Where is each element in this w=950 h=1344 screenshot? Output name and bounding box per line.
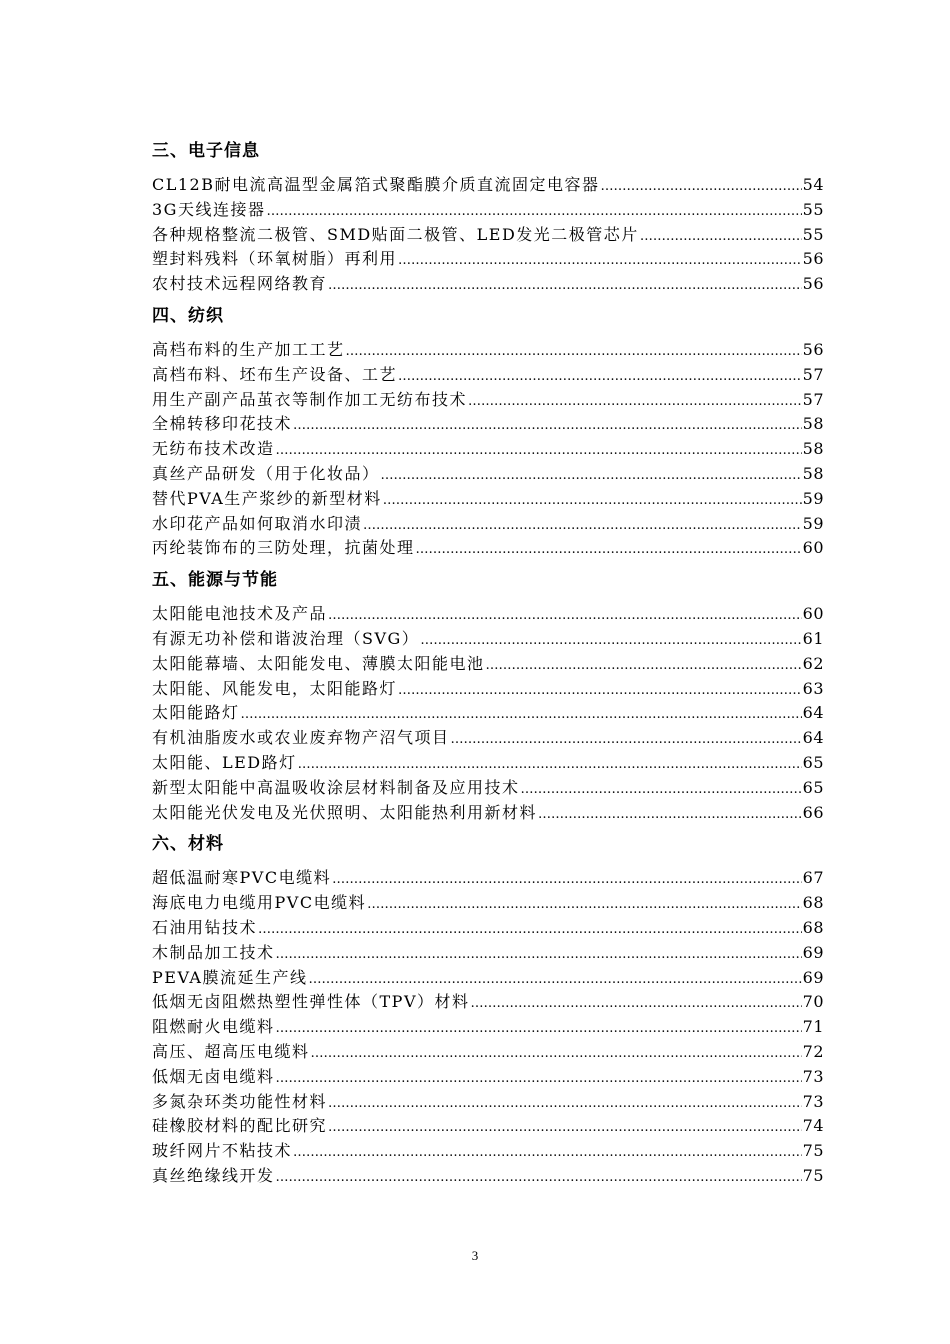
toc-entry-title: 有机油脂废水或农业废弃物产沼气项目 xyxy=(152,728,450,748)
toc-entry-title: 高压、超高压电缆料 xyxy=(152,1041,310,1061)
dot-leader xyxy=(276,941,802,968)
toc-entry-title: 农村技术远程网络教育 xyxy=(152,274,328,294)
dot-leader xyxy=(383,487,802,514)
toc-entry[interactable] xyxy=(152,1164,824,1189)
toc-entry[interactable] xyxy=(152,627,824,652)
toc-entry-title: 多氮杂环类功能性材料 xyxy=(152,1091,328,1111)
toc-entry-title: 硅橡胶材料的配比研究 xyxy=(152,1116,328,1136)
toc-entry-page: 65 xyxy=(802,752,824,772)
toc-entry-page: 69 xyxy=(802,942,824,962)
toc-entry[interactable] xyxy=(152,1114,824,1139)
dot-leader xyxy=(241,701,802,728)
toc-entry-title: 太阳能、LED路灯 xyxy=(152,752,297,772)
toc-entry[interactable] xyxy=(152,1090,824,1115)
toc-entry-page: 55 xyxy=(802,224,824,244)
toc-entry[interactable] xyxy=(152,652,824,677)
toc-entry[interactable] xyxy=(152,966,824,991)
dot-leader xyxy=(266,198,801,225)
page-number: 3 xyxy=(471,1248,479,1263)
toc-entry[interactable] xyxy=(152,1015,824,1040)
toc-entry-page: 61 xyxy=(802,628,824,648)
toc-entry-page: 56 xyxy=(802,339,824,359)
toc-entry-page: 70 xyxy=(802,992,824,1012)
dot-leader xyxy=(416,536,802,563)
toc-entry-title: 玻纤网片不粘技术 xyxy=(152,1141,293,1161)
toc-entry-title: 太阳能、风能发电，太阳能路灯 xyxy=(152,678,398,698)
toc-entry[interactable] xyxy=(152,512,824,537)
dot-leader xyxy=(328,272,802,299)
dot-leader xyxy=(538,801,802,828)
toc-entry-title: 丙纶装饰布的三防处理，抗菌处理 xyxy=(152,538,415,558)
toc-entry[interactable] xyxy=(152,701,824,726)
toc-entry-page: 56 xyxy=(802,249,824,269)
toc-entry-page: 58 xyxy=(802,463,824,483)
dot-leader xyxy=(298,751,802,778)
toc-entry-title: 各种规格整流二极管、SMD贴面二极管、LED发光二极管芯片 xyxy=(152,224,639,244)
toc-entry-title: 替代PVA生产浆纱的新型材料 xyxy=(152,488,382,508)
toc-entry-page: 59 xyxy=(802,513,824,533)
toc-entry[interactable] xyxy=(152,941,824,966)
toc-entry-title: 低烟无卤电缆料 xyxy=(152,1066,275,1086)
toc-entry-title: 太阳能电池技术及产品 xyxy=(152,604,328,624)
toc-entry-page: 59 xyxy=(802,488,824,508)
toc-entry-title: 塑封料残料（环氧树脂）再利用 xyxy=(152,249,398,269)
toc-entry-title: 新型太阳能中高温吸收涂层材料制备及应用技术 xyxy=(152,777,520,797)
toc-entry-page: 65 xyxy=(802,777,824,797)
toc-entry-title: 3G天线连接器 xyxy=(152,199,266,219)
dot-leader xyxy=(328,602,802,629)
section-heading: 四、纺织 xyxy=(152,305,224,326)
toc-entry-page: 72 xyxy=(802,1041,824,1061)
toc-entry[interactable] xyxy=(152,462,824,487)
section-heading: 三、电子信息 xyxy=(152,141,260,161)
toc-entry[interactable] xyxy=(152,866,824,891)
toc-entry[interactable] xyxy=(152,198,824,223)
toc-entry-page: 75 xyxy=(802,1165,824,1185)
toc-entry-page: 66 xyxy=(802,802,824,822)
toc-entry-title: 真丝绝缘线开发 xyxy=(152,1165,275,1185)
section-heading: 五、能源与节能 xyxy=(152,570,278,591)
toc-entry[interactable] xyxy=(152,1040,824,1065)
toc-entry-title: 海底电力电缆用PVC电缆料 xyxy=(152,893,367,913)
toc-entry-title: 木制品加工技术 xyxy=(152,942,275,962)
toc-entry-page: 63 xyxy=(802,678,824,698)
toc-entry-page: 68 xyxy=(802,917,824,937)
toc-entry-page: 71 xyxy=(802,1017,824,1037)
dot-leader xyxy=(367,891,802,918)
toc-entry-title: 真丝产品研发（用于化妆品） xyxy=(152,463,380,483)
toc-entry[interactable] xyxy=(152,726,824,751)
dot-leader xyxy=(471,990,802,1017)
dot-leader xyxy=(346,338,802,365)
toc-entry-page: 75 xyxy=(802,1141,824,1161)
toc-entry-page: 64 xyxy=(802,728,824,748)
toc-entry[interactable] xyxy=(152,412,824,437)
dot-leader xyxy=(363,512,802,539)
dot-leader xyxy=(381,462,802,489)
toc-entry-title: 石油用钻技术 xyxy=(152,917,258,937)
toc-entry-page: 74 xyxy=(802,1116,824,1136)
toc-entry-page: 73 xyxy=(802,1066,824,1086)
dot-leader xyxy=(276,1065,802,1092)
toc-entry-title: 高档布料的生产加工工艺 xyxy=(152,339,345,359)
toc-entry-page: 56 xyxy=(802,274,824,294)
toc-entry-title: 阻燃耐火电缆料 xyxy=(152,1017,275,1037)
dot-leader xyxy=(398,363,802,390)
section-heading: 六、材料 xyxy=(152,834,224,855)
dot-leader xyxy=(308,966,801,993)
dot-leader xyxy=(328,1090,802,1117)
toc-entry[interactable] xyxy=(152,891,824,916)
table-of-contents xyxy=(152,138,824,1189)
toc-entry-title: 太阳能路灯 xyxy=(152,703,240,723)
toc-entry-title: 超低温耐寒PVC电缆料 xyxy=(152,868,332,888)
toc-entry[interactable] xyxy=(152,1139,824,1164)
toc-entry[interactable] xyxy=(152,363,824,388)
toc-entry-title: PEVA膜流延生产线 xyxy=(152,967,308,987)
toc-entry[interactable] xyxy=(152,272,824,297)
toc-entry[interactable] xyxy=(152,916,824,941)
toc-entry-page: 57 xyxy=(802,364,824,384)
toc-entry[interactable] xyxy=(152,776,824,801)
dot-leader xyxy=(276,1164,802,1191)
toc-entry[interactable] xyxy=(152,751,824,776)
dot-leader xyxy=(420,627,801,654)
toc-entry-page: 58 xyxy=(802,439,824,459)
toc-entry[interactable] xyxy=(152,536,824,561)
toc-entry-title: 低烟无卤阻燃热塑性弹性体（TPV）材料 xyxy=(152,992,470,1012)
toc-entry-title: 太阳能幕墙、太阳能发电、薄膜太阳能电池 xyxy=(152,653,485,673)
toc-entry-page: 67 xyxy=(802,868,824,888)
toc-entry[interactable] xyxy=(152,602,824,627)
toc-entry[interactable] xyxy=(152,388,824,413)
dot-leader xyxy=(311,1040,802,1067)
toc-entry-page: 69 xyxy=(802,967,824,987)
toc-entry-page: 62 xyxy=(802,653,824,673)
toc-entry-title: 高档布料、坯布生产设备、工艺 xyxy=(152,364,398,384)
toc-entry-title: 太阳能光伏发电及光伏照明、太阳能热利用新材料 xyxy=(152,802,538,822)
toc-entry-page: 58 xyxy=(802,414,824,434)
toc-entry[interactable] xyxy=(152,223,824,248)
dot-leader xyxy=(293,1139,802,1166)
toc-entry-page: 55 xyxy=(802,199,824,219)
toc-entry-page: 60 xyxy=(802,604,824,624)
toc-entry-page: 54 xyxy=(802,175,824,194)
dot-leader xyxy=(293,412,802,439)
dot-leader xyxy=(328,1114,802,1141)
dot-leader xyxy=(468,388,802,415)
dot-leader xyxy=(640,223,802,250)
dot-leader xyxy=(332,866,802,893)
dot-leader xyxy=(398,677,802,704)
toc-entry-page: 60 xyxy=(802,538,824,558)
toc-entry[interactable] xyxy=(152,173,824,198)
dot-leader xyxy=(276,1015,802,1042)
toc-entry-page: 64 xyxy=(802,703,824,723)
dot-leader xyxy=(398,247,802,274)
toc-entry[interactable] xyxy=(152,1065,824,1090)
toc-entry-title: 水印花产品如何取消水印渍 xyxy=(152,513,363,533)
toc-entry-page: 68 xyxy=(802,893,824,913)
toc-entry[interactable] xyxy=(152,247,824,272)
dot-leader xyxy=(486,652,802,679)
toc-entry[interactable] xyxy=(152,677,824,702)
toc-entry-page: 73 xyxy=(802,1091,824,1111)
toc-entry[interactable] xyxy=(152,801,824,826)
toc-entry[interactable] xyxy=(152,487,824,512)
toc-entry-page: 57 xyxy=(802,389,824,409)
toc-entry-title: 用生产副产品茧衣等制作加工无纺布技术 xyxy=(152,389,468,409)
dot-leader xyxy=(258,916,802,943)
dot-leader xyxy=(521,776,802,803)
toc-entry[interactable] xyxy=(152,437,824,462)
dot-leader xyxy=(276,437,802,464)
toc-entry-title: 有源无功补偿和谐波治理（SVG） xyxy=(152,628,420,648)
dot-leader xyxy=(451,726,802,753)
toc-entry[interactable] xyxy=(152,990,824,1015)
toc-entry-title: CL12B耐电流高温型金属箔式聚酯膜介质直流固定电容器 xyxy=(152,175,600,194)
toc-entry-title: 全棉转移印花技术 xyxy=(152,414,293,434)
toc-entry-title: 无纺布技术改造 xyxy=(152,439,275,459)
toc-entry[interactable] xyxy=(152,338,824,363)
dot-leader xyxy=(601,173,802,200)
